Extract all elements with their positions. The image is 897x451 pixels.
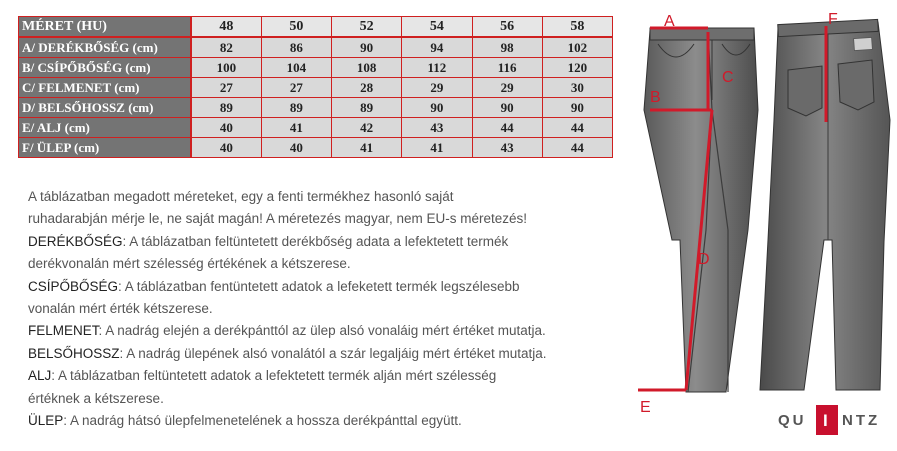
table-cell: 29 <box>472 78 542 98</box>
table-cell: 89 <box>332 98 402 118</box>
table-cell: 108 <box>332 58 402 78</box>
table-cell: 112 <box>402 58 472 78</box>
table-cell: 90 <box>332 37 402 58</box>
table-cell: 41 <box>402 138 472 158</box>
row-label: E/ ALJ (cm) <box>19 118 192 138</box>
table-cell: 27 <box>261 78 331 98</box>
size-header-cell: 58 <box>542 17 612 38</box>
table-cell: 40 <box>191 138 261 158</box>
intro-line: A táblázatban megadott méreteket, egy a fenti termékhez hasonló saját <box>28 189 454 204</box>
table-cell: 100 <box>191 58 261 78</box>
table-cell: 41 <box>261 118 331 138</box>
desc-term: CSÍPŐBŐSÉG <box>28 278 119 294</box>
table-cell: 44 <box>472 118 542 138</box>
row-label: F/ ÜLEP (cm) <box>19 138 192 158</box>
desc-text: : A nadrág elején a derékpánttól az ülep alsó vonaláig mért értéket mutatja. <box>98 323 546 339</box>
label-a: A <box>664 13 675 30</box>
jeans-front-view <box>644 28 758 392</box>
table-cell: 89 <box>261 98 331 118</box>
jeans-measurement-diagram <box>628 0 897 451</box>
desc-term: BELSŐHOSSZ <box>28 345 120 361</box>
desc-item-waist <box>28 231 628 253</box>
table-row <box>19 78 613 98</box>
desc-item-hip <box>28 276 628 298</box>
desc-text: : A nadrág hátsó ülepfelmenetelének a hossza derékpánttal együtt. <box>63 413 462 429</box>
table-cell: 82 <box>191 37 261 58</box>
size-header-cell: 56 <box>472 17 542 38</box>
table-cell: 40 <box>261 138 331 158</box>
size-header-cell: 52 <box>332 17 402 38</box>
desc-text: : A táblázatban feltüntetett derékbőség adata a lefektetett termék <box>122 233 509 249</box>
table-row <box>19 37 613 58</box>
label-b: B <box>650 89 661 106</box>
desc-term: DERÉKBŐSÉG <box>28 233 123 249</box>
table-cell: 43 <box>472 138 542 158</box>
measurement-description <box>28 186 628 432</box>
table-cell: 44 <box>542 138 612 158</box>
desc-item-inseam <box>28 343 628 365</box>
table-cell: 86 <box>261 37 331 58</box>
table-cell: 120 <box>542 58 612 78</box>
desc-cont: derékvonalán mért szélesség értékének a kétszerese. <box>28 256 351 272</box>
table-cell: 90 <box>402 98 472 118</box>
desc-item-hem <box>28 365 628 387</box>
label-d: D <box>698 251 710 268</box>
row-label: D/ BELSŐHOSSZ (cm) <box>19 98 192 118</box>
label-f: F <box>828 11 838 28</box>
quintz-logo <box>778 405 880 435</box>
table-cell: 41 <box>332 138 402 158</box>
label-e: E <box>640 399 651 416</box>
table-row <box>19 98 613 118</box>
table-cell: 102 <box>542 37 612 58</box>
table-cell: 40 <box>191 118 261 138</box>
size-header-cell: 48 <box>191 17 261 38</box>
size-header-cell: 54 <box>402 17 472 38</box>
logo-text-q: I <box>823 411 828 430</box>
logo-text-right: NTZ <box>842 412 881 429</box>
table-header-label: MÉRET (HU) <box>19 17 192 38</box>
desc-term: ALJ <box>28 368 52 384</box>
row-label: C/ FELMENET (cm) <box>19 78 192 98</box>
table-row <box>19 118 613 138</box>
table-cell: 28 <box>332 78 402 98</box>
table-cell: 89 <box>191 98 261 118</box>
size-table <box>18 16 613 158</box>
desc-term: FELMENET <box>28 323 99 339</box>
table-cell: 27 <box>191 78 261 98</box>
row-label: A/ DERÉKBŐSÉG (cm) <box>19 37 192 58</box>
row-label: B/ CSÍPŐBŐSÉG (cm) <box>19 58 192 78</box>
table-header-row <box>19 17 613 38</box>
label-c: C <box>722 69 734 86</box>
desc-cont: vonalán mért érték kétszerese. <box>28 301 213 317</box>
table-cell: 90 <box>542 98 612 118</box>
desc-item-rise <box>28 320 628 342</box>
table-cell: 30 <box>542 78 612 98</box>
intro-line: ruhadarabján mérje le, ne saját magán! A méretezés magyar, nem EU-s méretezés! <box>28 211 527 227</box>
logo-text-left: QU <box>778 412 807 429</box>
table-cell: 116 <box>472 58 542 78</box>
table-cell: 104 <box>261 58 331 78</box>
desc-text: : A táblázatban feltüntetett adatok a lefektetett termék alján mért szélesség <box>51 368 497 384</box>
table-cell: 42 <box>332 118 402 138</box>
table-cell: 98 <box>472 37 542 58</box>
desc-text: : A nadrág ülepének alsó vonalától a szár legaljáig mért értéket mutatja. <box>119 345 547 361</box>
table-row <box>19 58 613 78</box>
desc-text: : A táblázatban fentüntetett adatok a lefeketett termék legszélesebb <box>118 278 520 294</box>
table-cell: 94 <box>402 37 472 58</box>
table-cell: 44 <box>542 118 612 138</box>
desc-item-seat <box>28 410 628 432</box>
table-cell: 43 <box>402 118 472 138</box>
desc-cont: értéknek a kétszerese. <box>28 390 164 406</box>
table-cell: 90 <box>472 98 542 118</box>
size-header-cell: 50 <box>261 17 331 38</box>
desc-term: ÜLEP <box>28 413 64 429</box>
table-cell: 29 <box>402 78 472 98</box>
table-row <box>19 138 613 158</box>
